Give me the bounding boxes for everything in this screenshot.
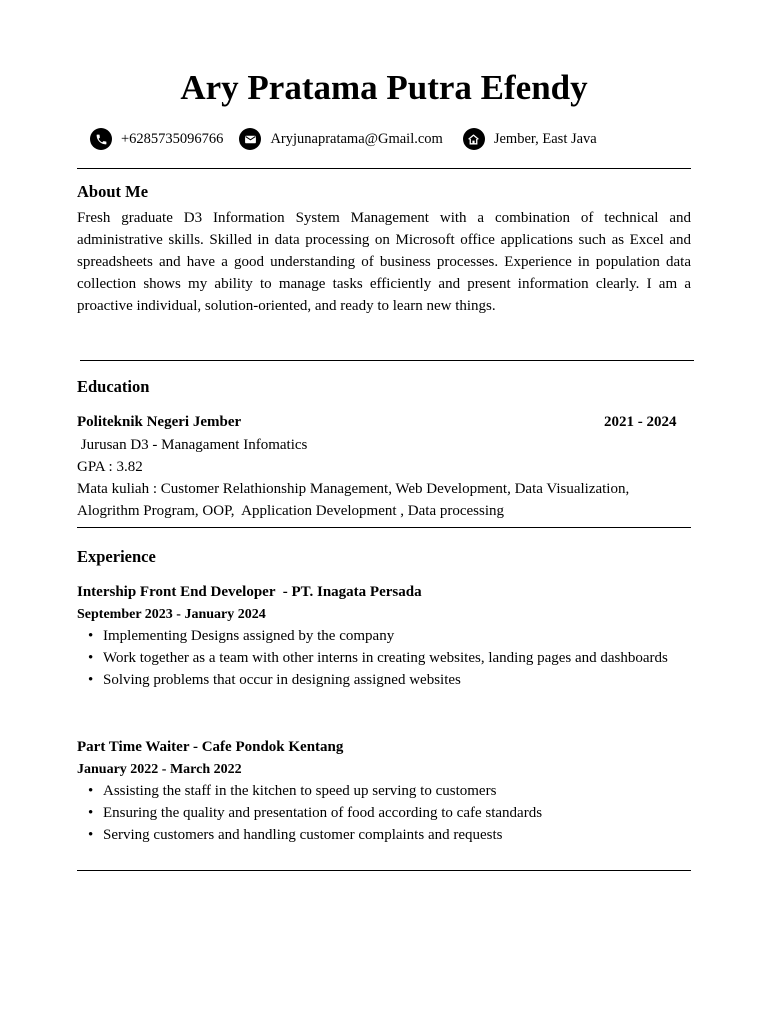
location-text: Jember, East Java [493,130,597,147]
email-text: Aryjunapratama@Gmail.com [270,130,443,147]
divider [77,870,691,871]
contact-phone [90,128,223,150]
divider [77,527,691,528]
about-text: Fresh graduate D3 Information System Management with a combination of technical and administrative skills. Skilled in data processing on Microsoft office applications such as Excel and spreadsheets and have a good understanding of business processes. Experience in population data collection shows my ability to manage tasks efficiently and present information clearly. I am a proactive individual, solution-oriented, and ready to learn new things. [77,210,691,314]
education-major: Jurusan D3 - Managament Infomatics [77,437,308,453]
job-title: Part Time Waiter - Cafe Pondok Kentang [77,739,344,755]
contact-email [239,128,442,150]
contact-bar [90,126,597,152]
job-duties-list [77,780,691,846]
list-item: • Ensuring the quality and presentation of food according to cafe standards [77,802,691,824]
divider [80,360,694,361]
list-item: • Serving customers and handling customer complaints and requests [77,824,691,846]
school-name: Politeknik Negeri Jember [77,414,242,430]
education-years: 2021 - 2024 [604,414,677,430]
divider [77,168,691,169]
job-duties-list [77,625,691,691]
email-icon [239,128,261,150]
education-courses-line-2: Alogrithm Program, OOP, Application Development , Data processing [77,503,505,519]
job-title: Intership Front End Developer - PT. Inagata Persada [77,584,422,600]
education-courses-line-1: Mata kuliah : Customer Relathionship Management, Web Development, Data Visualization, [77,481,630,497]
list-item: • Solving problems that occur in designing assigned websites [77,669,691,691]
phone-text: +6285735096766 [121,130,224,147]
about-heading: About Me [77,182,149,201]
education-gpa: GPA : 3.82 [77,459,143,475]
experience-heading: Experience [77,547,156,566]
contact-location [463,128,597,150]
resume-name: Ary Pratama Putra Efendy [180,68,588,107]
job-period: January 2022 - March 2022 [77,762,242,777]
phone-icon [90,128,112,150]
list-item: • Assisting the staff in the kitchen to speed up serving to customers [77,780,691,802]
list-item: • Work together as a team with other interns in creating websites, landing pages and dashboards [77,647,691,669]
home-icon [463,128,485,150]
education-heading: Education [77,377,150,396]
list-item: • Implementing Designs assigned by the company [77,625,691,647]
job-period: September 2023 - January 2024 [77,607,266,622]
